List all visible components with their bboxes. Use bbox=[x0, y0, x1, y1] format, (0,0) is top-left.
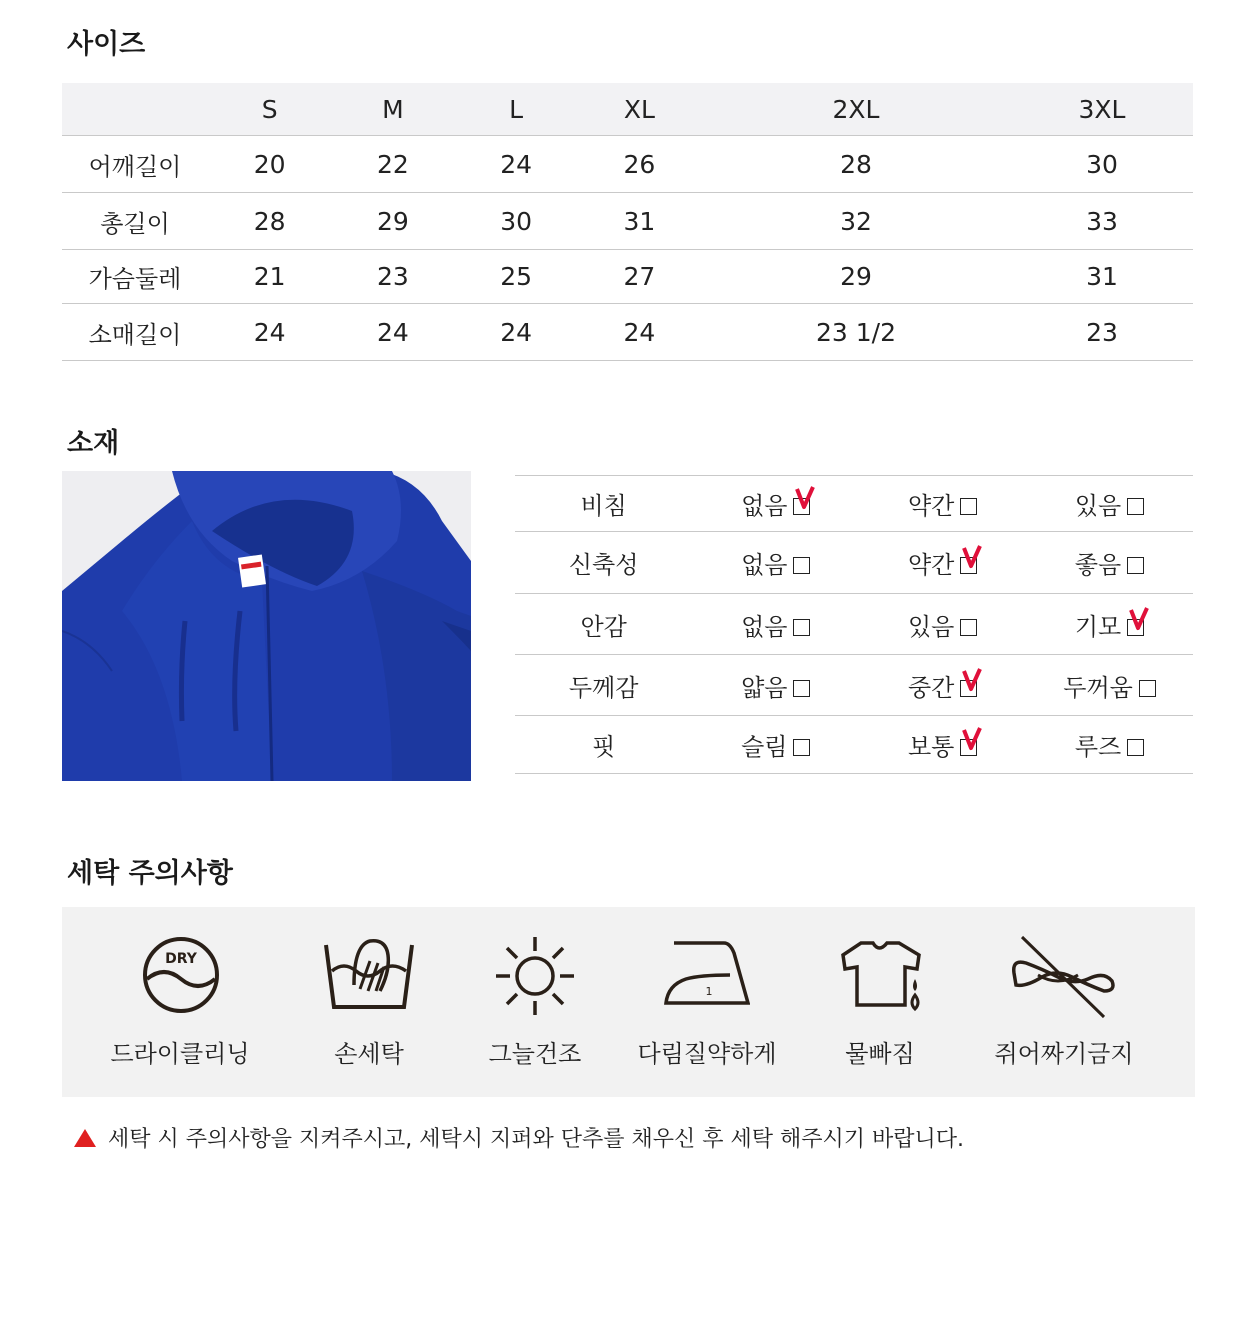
size-cell: 25 bbox=[455, 250, 578, 304]
check-mark-icon bbox=[1128, 606, 1150, 632]
material-row bbox=[515, 476, 1193, 532]
no-wring-icon bbox=[1008, 935, 1118, 1019]
checkbox bbox=[1127, 498, 1144, 515]
size-cell: 29 bbox=[331, 193, 454, 250]
material-option bbox=[859, 476, 1026, 532]
checkbox bbox=[793, 619, 810, 636]
care-label-dry-cleaning: 드라이클리닝 bbox=[110, 1040, 250, 1068]
iron-dot-text: 1 bbox=[705, 985, 713, 998]
size-cell: 28 bbox=[701, 136, 1011, 193]
material-option bbox=[692, 594, 859, 655]
size-cell: 28 bbox=[208, 193, 331, 250]
material-option bbox=[692, 716, 859, 774]
checkbox bbox=[793, 557, 810, 574]
material-row-label: 신축성 bbox=[515, 532, 692, 594]
size-cell: 24 bbox=[455, 304, 578, 361]
size-table bbox=[62, 83, 1193, 361]
material-option-label: 중간 bbox=[907, 673, 955, 702]
checkbox bbox=[960, 680, 977, 697]
material-option-label: 없음 bbox=[741, 492, 788, 520]
size-row bbox=[62, 304, 1193, 361]
material-option bbox=[1026, 655, 1193, 716]
material-row-label: 비침 bbox=[515, 476, 692, 532]
care-item-dry-cleaning bbox=[100, 907, 260, 1097]
material-row-label: 핏 bbox=[515, 716, 692, 774]
size-header-3xl: 3XL bbox=[1011, 83, 1193, 136]
size-cell: 30 bbox=[1011, 136, 1193, 193]
sun-icon bbox=[494, 935, 576, 1017]
size-cell: 24 bbox=[455, 136, 578, 193]
care-label-no-wring: 쥐어짜기금지 bbox=[994, 1040, 1134, 1068]
care-label-color-bleed: 물빠짐 bbox=[845, 1040, 915, 1068]
size-cell: 31 bbox=[578, 193, 701, 250]
size-row bbox=[62, 250, 1193, 304]
iron-icon bbox=[664, 939, 750, 1009]
material-option-label: 기모 bbox=[1074, 612, 1122, 641]
check-mark-icon bbox=[794, 485, 816, 511]
size-cell: 31 bbox=[1011, 250, 1193, 304]
size-cell: 23 bbox=[331, 250, 454, 304]
size-cell: 24 bbox=[208, 304, 331, 361]
material-option-label: 루즈 bbox=[1074, 733, 1122, 761]
size-section-title: 사이즈 bbox=[67, 29, 146, 60]
product-image bbox=[62, 471, 471, 781]
checkbox bbox=[960, 557, 977, 574]
size-cell: 21 bbox=[208, 250, 331, 304]
size-table-header-row bbox=[62, 83, 1193, 136]
size-cell: 23 1/2 bbox=[701, 304, 1011, 361]
checkbox bbox=[960, 498, 977, 515]
size-cell: 22 bbox=[331, 136, 454, 193]
size-header-m: M bbox=[331, 83, 454, 136]
size-header-xl: XL bbox=[578, 83, 701, 136]
shirt-drop-icon bbox=[839, 939, 925, 1015]
checkbox bbox=[1127, 739, 1144, 756]
care-item-hand-wash bbox=[289, 907, 449, 1097]
material-option bbox=[1026, 594, 1193, 655]
size-header-s: S bbox=[208, 83, 331, 136]
care-section-title: 세탁 주의사항 bbox=[67, 858, 233, 889]
size-cell: 29 bbox=[701, 250, 1011, 304]
size-header-2xl: 2XL bbox=[701, 83, 1011, 136]
material-option-label: 두꺼움 bbox=[1063, 673, 1133, 702]
checkbox bbox=[793, 739, 810, 756]
size-cell: 24 bbox=[578, 304, 701, 361]
material-section-title: 소재 bbox=[67, 428, 120, 459]
material-row bbox=[515, 655, 1193, 716]
material-option-label: 슬림 bbox=[741, 733, 788, 761]
care-notice bbox=[74, 1122, 964, 1153]
check-mark-icon bbox=[961, 726, 983, 752]
material-option bbox=[859, 716, 1026, 774]
size-cell: 27 bbox=[578, 250, 701, 304]
material-row bbox=[515, 532, 1193, 594]
size-cell: 26 bbox=[578, 136, 701, 193]
dry-icon-text: DRY bbox=[165, 951, 197, 967]
hoodie-illustration bbox=[62, 471, 471, 781]
material-option-label: 있음 bbox=[1074, 492, 1122, 520]
material-option-label: 보통 bbox=[907, 733, 955, 761]
dry-cleaning-icon bbox=[140, 935, 222, 1015]
size-row bbox=[62, 136, 1193, 193]
check-mark-icon bbox=[961, 667, 983, 693]
checkbox bbox=[793, 680, 810, 697]
material-option-label: 없음 bbox=[741, 551, 788, 579]
size-header-l: L bbox=[455, 83, 578, 136]
care-panel bbox=[62, 907, 1195, 1097]
material-option bbox=[1026, 476, 1193, 532]
checkbox bbox=[1139, 680, 1156, 697]
material-option bbox=[859, 655, 1026, 716]
checkbox bbox=[1127, 557, 1144, 574]
material-option bbox=[1026, 532, 1193, 594]
size-cell: 20 bbox=[208, 136, 331, 193]
material-option bbox=[692, 476, 859, 532]
material-option-label: 약간 bbox=[907, 551, 955, 579]
material-option bbox=[692, 655, 859, 716]
material-row-label: 안감 bbox=[515, 594, 692, 655]
material-row bbox=[515, 716, 1193, 774]
checkbox bbox=[1127, 619, 1144, 636]
size-cell: 23 bbox=[1011, 304, 1193, 361]
care-item-shade-dry bbox=[455, 907, 615, 1097]
material-option-label: 좋음 bbox=[1074, 551, 1122, 579]
size-cell: 30 bbox=[455, 193, 578, 250]
care-item-no-wring bbox=[984, 907, 1144, 1097]
checkbox bbox=[960, 739, 977, 756]
material-option bbox=[859, 532, 1026, 594]
material-option bbox=[859, 594, 1026, 655]
material-option-label: 약간 bbox=[907, 492, 955, 520]
care-label-low-iron: 다림질약하게 bbox=[637, 1040, 777, 1068]
size-header-empty bbox=[62, 83, 208, 136]
care-label-shade-dry: 그늘건조 bbox=[488, 1040, 582, 1068]
material-option-label: 얇음 bbox=[741, 673, 788, 702]
care-label-hand-wash: 손세탁 bbox=[334, 1040, 404, 1068]
care-item-color-bleed bbox=[800, 907, 960, 1097]
size-row-label: 총길이 bbox=[62, 193, 208, 250]
size-row bbox=[62, 193, 1193, 250]
hand-wash-icon bbox=[324, 935, 414, 1015]
material-option bbox=[692, 532, 859, 594]
size-cell: 32 bbox=[701, 193, 1011, 250]
care-item-low-iron bbox=[627, 907, 787, 1097]
care-notice-text: 세탁 시 주의사항을 지켜주시고, 세탁시 지퍼와 단추를 채우신 후 세탁 해주시기 바랍니다. bbox=[108, 1127, 964, 1152]
material-row-label: 두께감 bbox=[515, 655, 692, 716]
material-option bbox=[1026, 716, 1193, 774]
material-option-label: 없음 bbox=[741, 612, 788, 641]
checkbox bbox=[793, 498, 810, 515]
material-option-label: 있음 bbox=[907, 612, 955, 641]
material-row bbox=[515, 594, 1193, 655]
size-cell: 33 bbox=[1011, 193, 1193, 250]
size-cell: 24 bbox=[331, 304, 454, 361]
size-row-label: 소매길이 bbox=[62, 304, 208, 361]
size-row-label: 어깨길이 bbox=[62, 136, 208, 193]
material-table bbox=[515, 475, 1193, 774]
size-row-label: 가슴둘레 bbox=[62, 250, 208, 304]
check-mark-icon bbox=[961, 544, 983, 570]
warning-triangle-icon bbox=[74, 1129, 96, 1147]
checkbox bbox=[960, 619, 977, 636]
